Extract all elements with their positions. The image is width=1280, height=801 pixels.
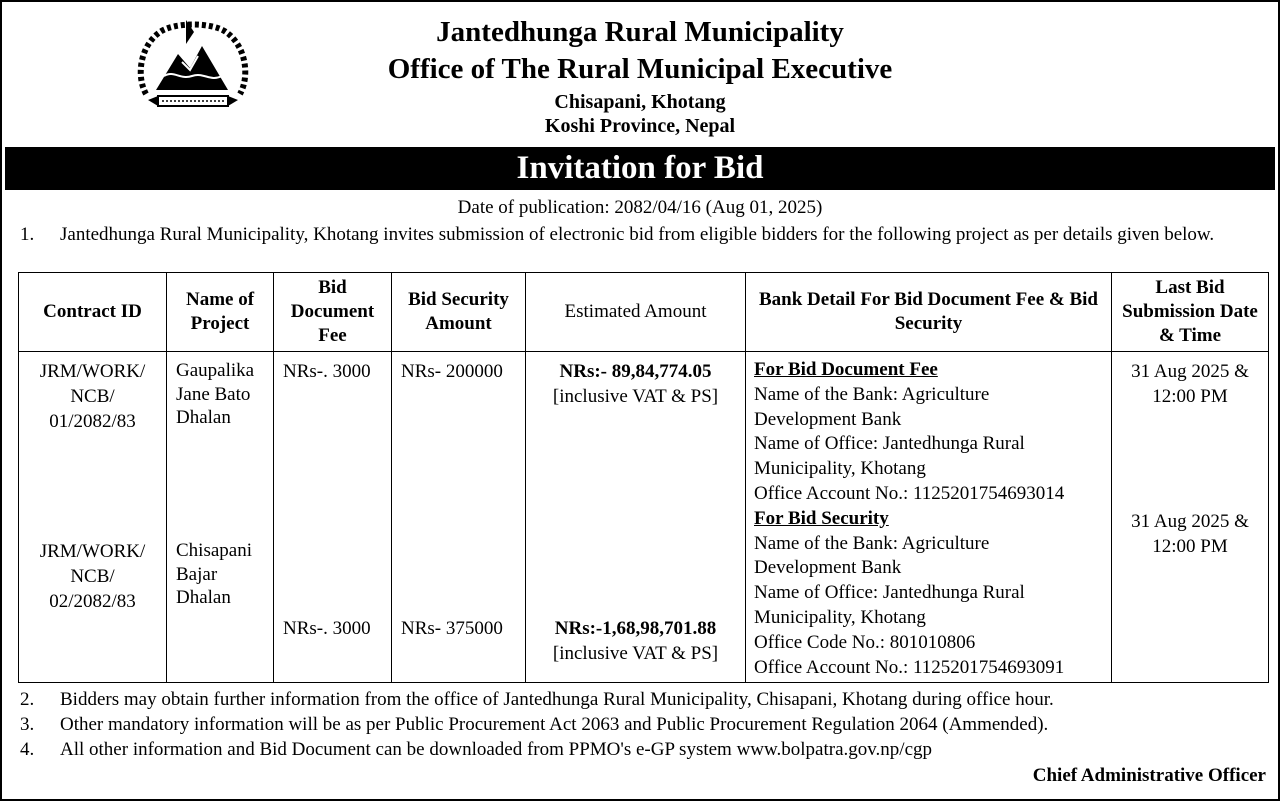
table-row <box>19 352 1269 683</box>
estimated-amount-cell <box>526 352 746 683</box>
bank-fee-title: For Bid Document Fee <box>754 359 938 380</box>
item-number: 1. <box>20 224 35 245</box>
contract-id-line: 01/2082/83 <box>49 411 136 432</box>
bank-detail-line: Municipality, Khotang <box>754 606 926 628</box>
contract-id-line: JRM/WORK/ <box>39 541 146 562</box>
column-header: Estimated Amount <box>526 273 746 352</box>
bank-detail-cell <box>746 352 1112 683</box>
project-name-line: Gaupalika <box>176 360 255 381</box>
list-item <box>20 738 1266 762</box>
item-text: Other mandatory information will be as per Public Procurement Act 2063 and Public Procurement Regulation 2064 (Ammended). <box>60 714 1049 735</box>
table-header-row <box>19 273 1269 352</box>
list-item <box>20 713 1266 737</box>
document-fee: NRs-. 3000 <box>283 618 371 639</box>
project-name-line: Chisapani <box>176 540 252 561</box>
project-name-line: Dhalan <box>176 407 231 428</box>
project-name-line: Jane Bato <box>176 383 251 405</box>
document-fee: NRs-. 3000 <box>283 361 371 382</box>
publication-date: Date of publication: 2082/04/16 (Aug 01, 2025) <box>457 197 823 218</box>
signatory-title: Chief Administrative Officer <box>1032 765 1266 786</box>
list-item <box>20 688 1266 712</box>
bank-detail-line: Development Bank <box>754 408 902 430</box>
bank-detail-line: Office Code No.: 801010806 <box>754 631 976 653</box>
bank-detail-line: Name of the Bank: Agriculture <box>754 532 990 554</box>
item-number: 4. <box>20 739 35 760</box>
item-number: 3. <box>20 714 35 735</box>
contract-id-line: NCB/ <box>70 566 115 587</box>
bank-detail-line: Name of Office: Jantedhunga Rural <box>754 433 1025 455</box>
project-name-line: Dhalan <box>176 587 231 608</box>
security-amount-cell <box>392 352 526 683</box>
deadline-time: 12:00 PM <box>1152 386 1228 407</box>
bank-security-title: For Bid Security <box>754 507 889 529</box>
bank-detail-line: Office Account No.: 1125201754693091 <box>754 656 1065 678</box>
item-text: All other information and Bid Document can be downloaded from PPMO's e-GP system www.bolpatra.gov.np/cgp <box>60 739 932 760</box>
column-header: Contract ID <box>19 273 167 352</box>
document-fee-cell <box>274 352 392 683</box>
item-text: Bidders may obtain further information from the office of Jantedhunga Rural Municipality, Chisapani, Khotang during office hour. <box>60 689 1054 710</box>
bank-detail-line: Name of the Bank: Agriculture <box>754 383 990 405</box>
column-header: Bid Document Fee <box>274 273 392 352</box>
contract-id-line: NCB/ <box>70 386 115 407</box>
project-name-line: Bajar <box>176 563 218 585</box>
column-header: Last Bid Submission Date & Time <box>1112 273 1269 352</box>
item-number: 2. <box>20 689 35 710</box>
office-name: Office of The Rural Municipal Executive <box>387 53 893 85</box>
security-amount: NRs- 375000 <box>401 618 503 639</box>
amount-note: [inclusive VAT & PS] <box>552 386 719 407</box>
estimated-amount: NRs:- 89,84,774.05 <box>559 361 712 382</box>
bank-detail-line: Office Account No.: 1125201754693014 <box>754 482 1065 504</box>
column-header: Bank Detail For Bid Document Fee & Bid Security <box>746 273 1112 352</box>
estimated-amount: NRs:-1,68,98,701.88 <box>554 618 717 639</box>
bank-detail-line: Name of Office: Jantedhunga Rural <box>754 582 1025 604</box>
address-line-2: Koshi Province, Nepal <box>544 115 736 137</box>
contract-id-line: 02/2082/83 <box>49 591 136 612</box>
contract-id-line: JRM/WORK/ <box>39 361 146 382</box>
column-header: Name of Project <box>167 273 274 352</box>
address-line-1: Chisapani, Khotang <box>554 91 726 113</box>
item-text: Jantedhunga Rural Municipality, Khotang invites submission of electronic bid from eligible bidders for the following project as per details given below. <box>60 224 1215 245</box>
deadline-date: 31 Aug 2025 & <box>1131 511 1249 532</box>
list-item <box>20 223 1266 247</box>
bank-detail-line: Development Bank <box>754 557 902 579</box>
bank-detail-line: Municipality, Khotang <box>754 458 926 480</box>
contract-id-cell <box>19 352 167 683</box>
deadline-time: 12:00 PM <box>1152 536 1228 557</box>
project-name-cell <box>167 352 274 683</box>
deadline-cell <box>1112 352 1269 683</box>
security-amount: NRs- 200000 <box>401 361 503 382</box>
column-header: Bid Security Amount <box>392 273 526 352</box>
deadline-date: 31 Aug 2025 & <box>1131 361 1249 382</box>
municipality-name: Jantedhunga Rural Municipality <box>436 16 844 48</box>
amount-note: [inclusive VAT & PS] <box>552 643 719 664</box>
bid-table <box>18 272 1269 683</box>
page-title: Invitation for Bid <box>5 147 1275 190</box>
